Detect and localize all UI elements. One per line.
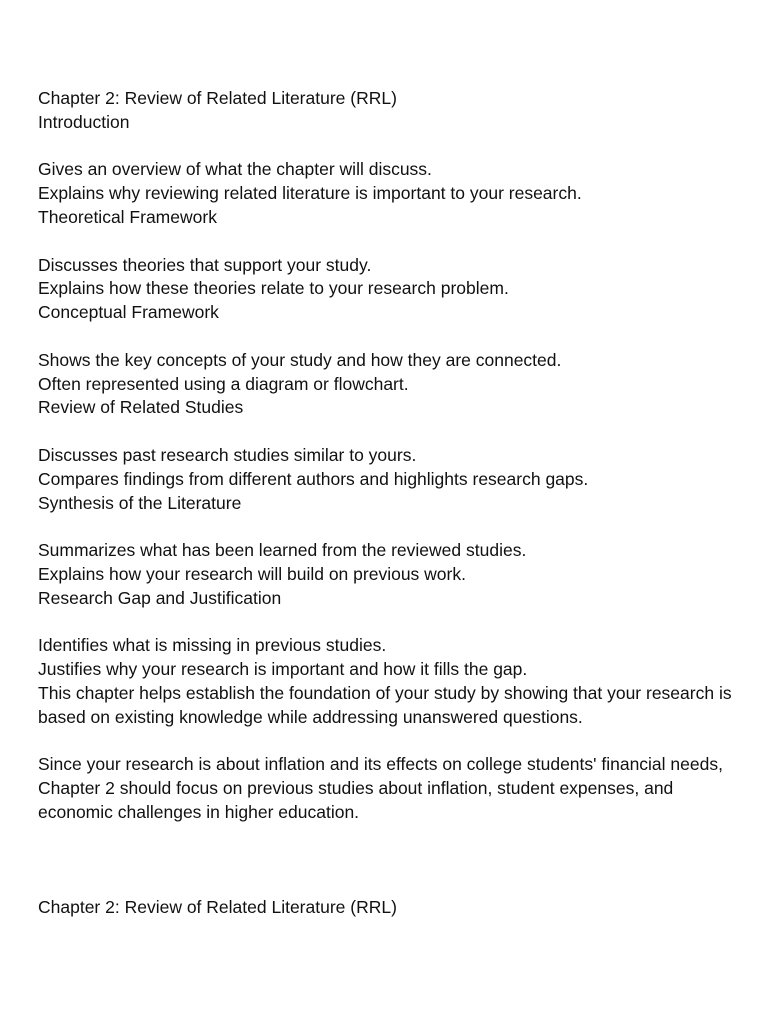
section-point: Justifies why your research is important and how it fills the gap. bbox=[38, 659, 528, 680]
repeated-chapter-title: Chapter 2: Review of Related Literature (RRL) bbox=[38, 897, 397, 918]
chapter-title: Chapter 2: Review of Related Literature (RRL) bbox=[38, 88, 397, 108]
section-point: Explains how your research will build on previous work. bbox=[38, 563, 466, 584]
blank-line bbox=[38, 730, 738, 754]
blank-line bbox=[38, 515, 738, 539]
section-point: Compares findings from different authors and highlights research gaps. bbox=[38, 468, 589, 489]
blank-gap bbox=[38, 825, 738, 896]
blank-line bbox=[38, 611, 738, 635]
closing-paragraph: This chapter helps establish the foundation of your study by showing that your research is based on existing knowledge while addressing unanswered questions. bbox=[38, 682, 732, 727]
document-page bbox=[38, 87, 738, 920]
section-heading-conceptual-framework: Conceptual Framework bbox=[38, 302, 219, 323]
section-point: Discusses theories that support your study. bbox=[38, 254, 372, 275]
section-heading-synthesis: Synthesis of the Literature bbox=[38, 492, 242, 513]
section-point: Gives an overview of what the chapter will discuss. bbox=[38, 159, 432, 180]
section-point: Summarizes what has been learned from the reviewed studies. bbox=[38, 540, 527, 561]
focus-paragraph: Since your research is about inflation and its effects on college students' financial needs, Chapter 2 should focus on previous studies about inflation, student expenses, and economic challenges in higher education. bbox=[38, 754, 723, 822]
section-heading-research-gap: Research Gap and Justification bbox=[38, 587, 282, 608]
section-heading-introduction: Introduction bbox=[38, 111, 130, 132]
blank-line bbox=[38, 420, 738, 444]
blank-line bbox=[38, 325, 738, 349]
section-point: Explains how these theories relate to your research problem. bbox=[38, 278, 509, 299]
section-point: Often represented using a diagram or flowchart. bbox=[38, 373, 409, 394]
section-heading-review-of-related-studies: Review of Related Studies bbox=[38, 397, 244, 418]
section-point: Explains why reviewing related literature is important to your research. bbox=[38, 183, 582, 204]
section-point: Identifies what is missing in previous studies. bbox=[38, 635, 387, 656]
section-point: Shows the key concepts of your study and how they are connected. bbox=[38, 349, 562, 370]
section-heading-theoretical-framework: Theoretical Framework bbox=[38, 206, 217, 227]
section-point: Discusses past research studies similar to yours. bbox=[38, 444, 417, 465]
blank-line bbox=[38, 135, 738, 159]
blank-line bbox=[38, 230, 738, 254]
